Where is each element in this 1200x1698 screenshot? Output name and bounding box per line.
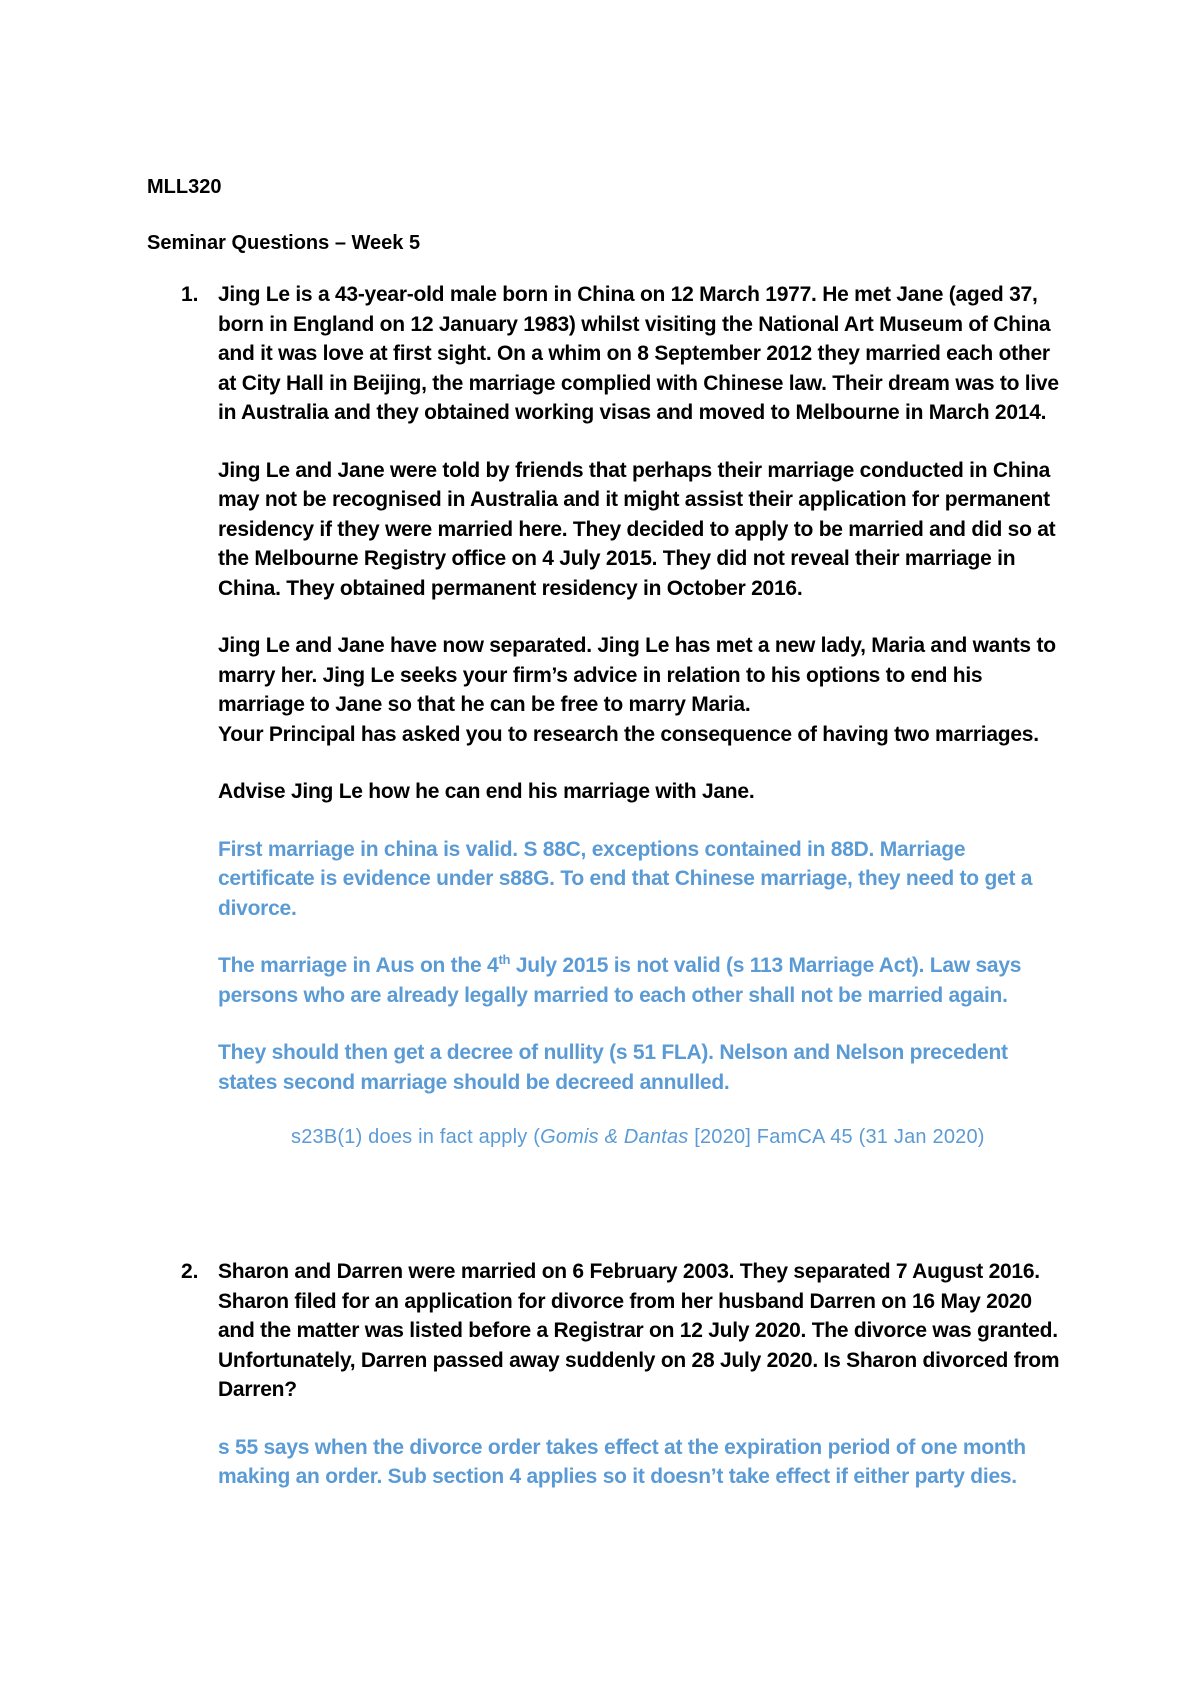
answer-paragraph [218, 951, 1067, 1010]
question-paragraph: Your Principal has asked you to research the consequence of having two marriages. [218, 722, 1039, 746]
answer-text: The marriage in Aus on the 4 [218, 954, 499, 977]
course-code: MLL320 [147, 176, 222, 198]
answer-paragraph: First marriage in china is valid. S 88C, exceptions contained in 88D. Marriage certificate is evidence under s88G. To end that Chinese marriage, they need to get a divorce. [218, 837, 1033, 920]
question-number: 1. [181, 283, 199, 306]
document-page [147, 172, 1067, 1520]
question-paragraph: Sharon and Darren were married on 6 February 2003. They separated 7 August 2016. Sharon filed for an application for divorce from her husband Darren on 16 May 2020 and the matter was listed before a Registrar on 12 July 2020. The divorce was granted. Unfortunately, Darren passed away suddenly on 28 July 2020. Is Sharon divorced from Darren? [218, 1260, 1060, 1401]
ordinal-superscript: th [498, 952, 511, 967]
case-note-text: s23B(1) does in fact apply ( [291, 1126, 541, 1148]
question-number: 2. [181, 1260, 199, 1283]
question-paragraph: Jing Le is a 43-year-old male born in China on 12 March 1977. He met Jane (aged 37, born in England on 12 January 1983) whilst visiting the National Art Museum of China and it was love at first sight. On a whim on 8 September 2012 they married each other at City Hall in Beijing, the marriage complied with Chinese law. Their dream was to live in Australia and they obtained working visas and moved to Melbourne in March 2014. [218, 283, 1059, 424]
answer-text: July 2015 is not valid (s 113 Marriage Act). Law says persons who are already legally married to each other shall not be married again. [218, 954, 1022, 1007]
question-1 [147, 280, 1067, 1150]
question-paragraph: Jing Le and Jane have now separated. Jing Le has met a new lady, Maria and wants to marry her. Jing Le seeks your firm’s advice in relation to his options to end his marriage to Jane so that he can be free to marry Maria. [218, 634, 1056, 716]
answer-paragraph: s 55 says when the divorce order takes effect at the expiration period of one month making an order. Sub section 4 applies so it doesn’t take effect if either party dies. [218, 1435, 1026, 1488]
case-name: Gomis & Dantas [540, 1126, 689, 1148]
question-prompt: Advise Jing Le how he can end his marriage with Jane. [218, 780, 755, 803]
answer-paragraph: They should then get a decree of nullity (s 51 FLA). Nelson and Nelson precedent states second marriage should be decreed annulled. [218, 1041, 1008, 1094]
question-2 [147, 1257, 1067, 1492]
page-title: Seminar Questions – Week 5 [147, 232, 421, 254]
case-citation: [2020] FamCA 45 (31 Jan 2020) [688, 1126, 985, 1148]
case-note [218, 1125, 1067, 1150]
question-paragraph: Jing Le and Jane were told by friends that perhaps their marriage conducted in China may not be recognised in Australia and it might assist their application for permanent residency if they were married here. They decided to apply to be married and did so at the Melbourne Registry office on 4 July 2015. They did not reveal their marriage in China. They obtained permanent residency in October 2016. [218, 458, 1056, 600]
question-list [147, 280, 1067, 1492]
